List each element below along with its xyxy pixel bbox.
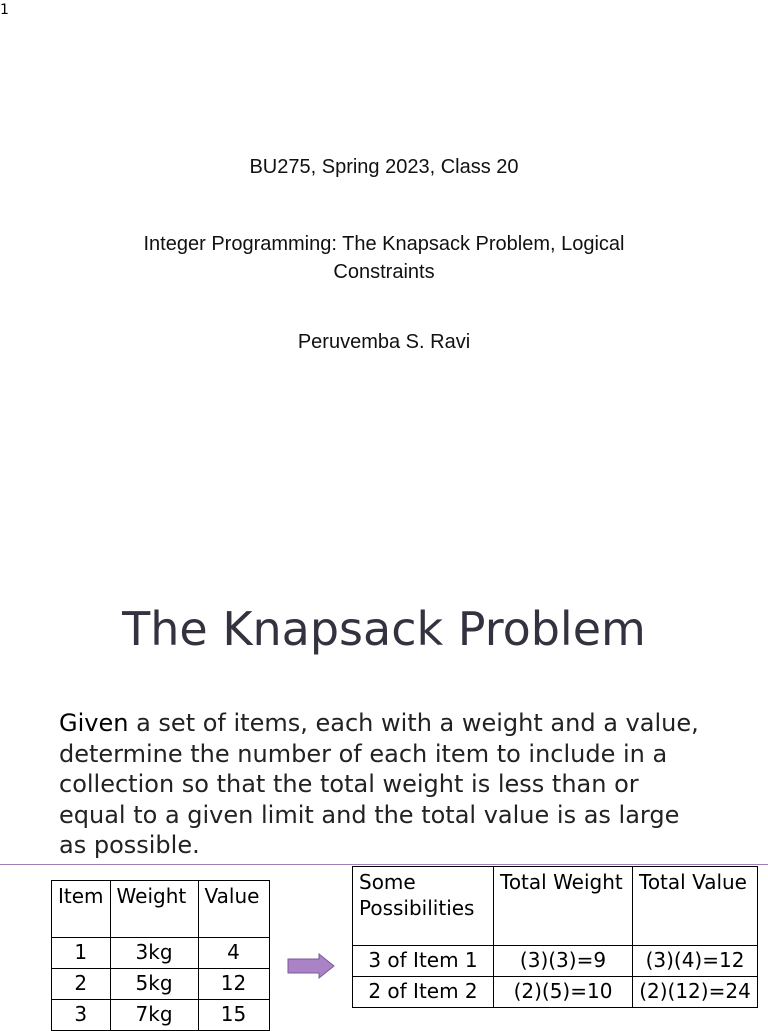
table-cell: 15 [198,1000,269,1031]
table-cell: 2 [52,969,111,1000]
table-cell: 4 [198,938,269,969]
lecture-subtitle: Integer Programming: The Knapsack Problem, Logical Constraints [143,233,625,283]
table-cell: 5kg [110,969,198,1000]
header-possibilities: Some Possibilities [353,867,494,946]
table-row [353,946,758,977]
slide-title: The Knapsack Problem [122,602,646,656]
table-cell: 3 [52,1000,111,1031]
problem-description [59,708,699,861]
table-row [353,977,758,1008]
table-cell: (3)(3)=9 [494,946,633,977]
author-name: Peruvemba S. Ravi [297,331,471,353]
table-row [52,969,270,1000]
header-item: Item [52,881,111,938]
table-cell: (3)(4)=12 [633,946,758,977]
header-weight: Weight [110,881,198,938]
table-row [52,1000,270,1031]
description-lead: Given [59,709,129,737]
table-cell: 3kg [110,938,198,969]
course-line: BU275, Spring 2023, Class 20 [249,156,519,178]
slide-divider [0,864,768,865]
header-total-value: Total Value [633,867,758,946]
page-number: 1 [0,2,9,18]
table-cell: 2 of Item 2 [353,977,494,1008]
right-arrow-icon [287,953,335,979]
table-row [52,938,270,969]
table-cell: (2)(5)=10 [494,977,633,1008]
header-value: Value [198,881,269,938]
header-total-weight: Total Weight [494,867,633,946]
table-header-row [353,867,758,946]
items-table [51,880,270,1031]
arrow-shape [288,954,334,978]
table-cell: 12 [198,969,269,1000]
possibilities-table [352,866,758,1008]
table-cell: 3 of Item 1 [353,946,494,977]
table-cell: 1 [52,938,111,969]
table-cell: (2)(12)=24 [633,977,758,1008]
table-cell: 7kg [110,1000,198,1031]
table-header-row [52,881,270,938]
description-text: a set of items, each with a weight and a value, determine the number of each item to include in a collection so that the total weight is less than or equal to a given limit and the total value is as large as possible. [59,709,699,859]
